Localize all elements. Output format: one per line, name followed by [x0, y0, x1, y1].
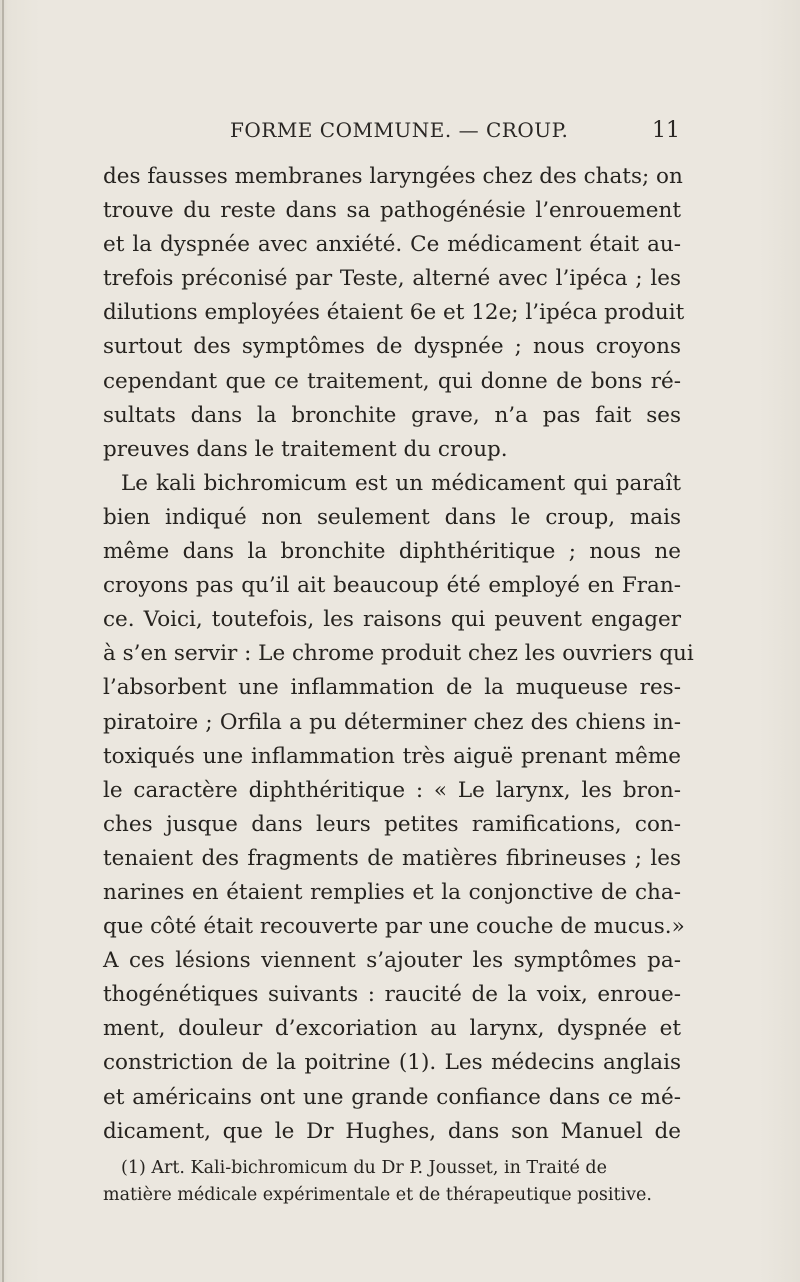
footnote: [103, 1155, 681, 1209]
text-line: et la dyspnée avec anxiété. Ce médicament était au-: [103, 232, 681, 258]
footnote-line: (1) Art. Kali-bichromicum du Dr P. Jousset, in Traité de: [121, 1158, 607, 1178]
running-head: [230, 118, 680, 150]
text-line: bien indiqué non seulement dans le croup, mais: [103, 504, 681, 530]
text-line: narines en étaient remplies et la conjonctive de cha-: [103, 879, 681, 905]
text-line: trouve du reste dans sa pathogénésie l’enrouement: [103, 198, 681, 224]
text-line: surtout des symptômes de dyspnée ; nous croyons: [103, 334, 681, 360]
text-line: tenaient des fragments de matières fibrineuses ; les: [103, 845, 681, 871]
text-line: le caractère diphthéritique : « Le larynx, les bron-: [103, 777, 681, 803]
text-line: piratoire ; Orfila a pu déterminer chez des chiens in-: [103, 709, 681, 735]
text-line: ches jusque dans leurs petites ramifications, con-: [103, 811, 681, 837]
running-head-title: FORME COMMUNE. — CROUP.: [230, 118, 569, 142]
text-line: sultats dans la bronchite grave, n’a pas fait ses: [103, 402, 681, 428]
text-line: ment, douleur d’excoriation au larynx, dyspnée et: [103, 1016, 681, 1042]
text-line: dicament, que le Dr Hughes, dans son Manuel de: [103, 1118, 681, 1144]
text-line: trefois préconisé par Teste, alterné avec l’ipéca ; les: [103, 266, 681, 292]
text-line: des fausses membranes laryngées chez des chats; on: [103, 164, 683, 189]
text-line: constriction de la poitrine (1). Les médecins anglais: [103, 1050, 681, 1076]
text-line: Le kali bichromicum est un médicament qui paraît: [121, 470, 681, 496]
text-line: A ces lésions viennent s’ajouter les symptômes pa-: [103, 948, 681, 974]
text-line: même dans la bronchite diphthéritique ; nous ne: [103, 539, 681, 565]
text-line: preuves dans le traitement du croup.: [103, 436, 508, 462]
text-line: et américains ont une grande confiance dans ce mé-: [103, 1084, 681, 1110]
text-line: dilutions employées étaient 6e et 12e; l’ipéca produit: [103, 300, 685, 326]
page-edge: [2, 0, 4, 1282]
text-line: ce. Voici, toutefois, les raisons qui peuvent engager: [103, 607, 681, 633]
page-number: 11: [652, 118, 680, 143]
text-line: croyons pas qu’il ait beaucoup été employé en Fran-: [103, 573, 681, 599]
text-line: cependant que ce traitement, qui donne de bons ré-: [103, 368, 681, 394]
body-text: [103, 160, 694, 1149]
text-line: toxiqués une inflammation très aiguë prenant même: [103, 743, 681, 769]
text-line: à s’en servir : Le chrome produit chez les ouvriers qui: [103, 641, 694, 667]
footnote-line: matière médicale expérimentale et de thérapeutique positive.: [103, 1185, 652, 1205]
text-line: que côté était recouverte par une couche de mucus.»: [103, 914, 685, 940]
text-line: l’absorbent une inflammation de la muqueuse res-: [103, 675, 681, 701]
text-line: thogénétiques suivants : raucité de la voix, enroue-: [103, 982, 681, 1008]
